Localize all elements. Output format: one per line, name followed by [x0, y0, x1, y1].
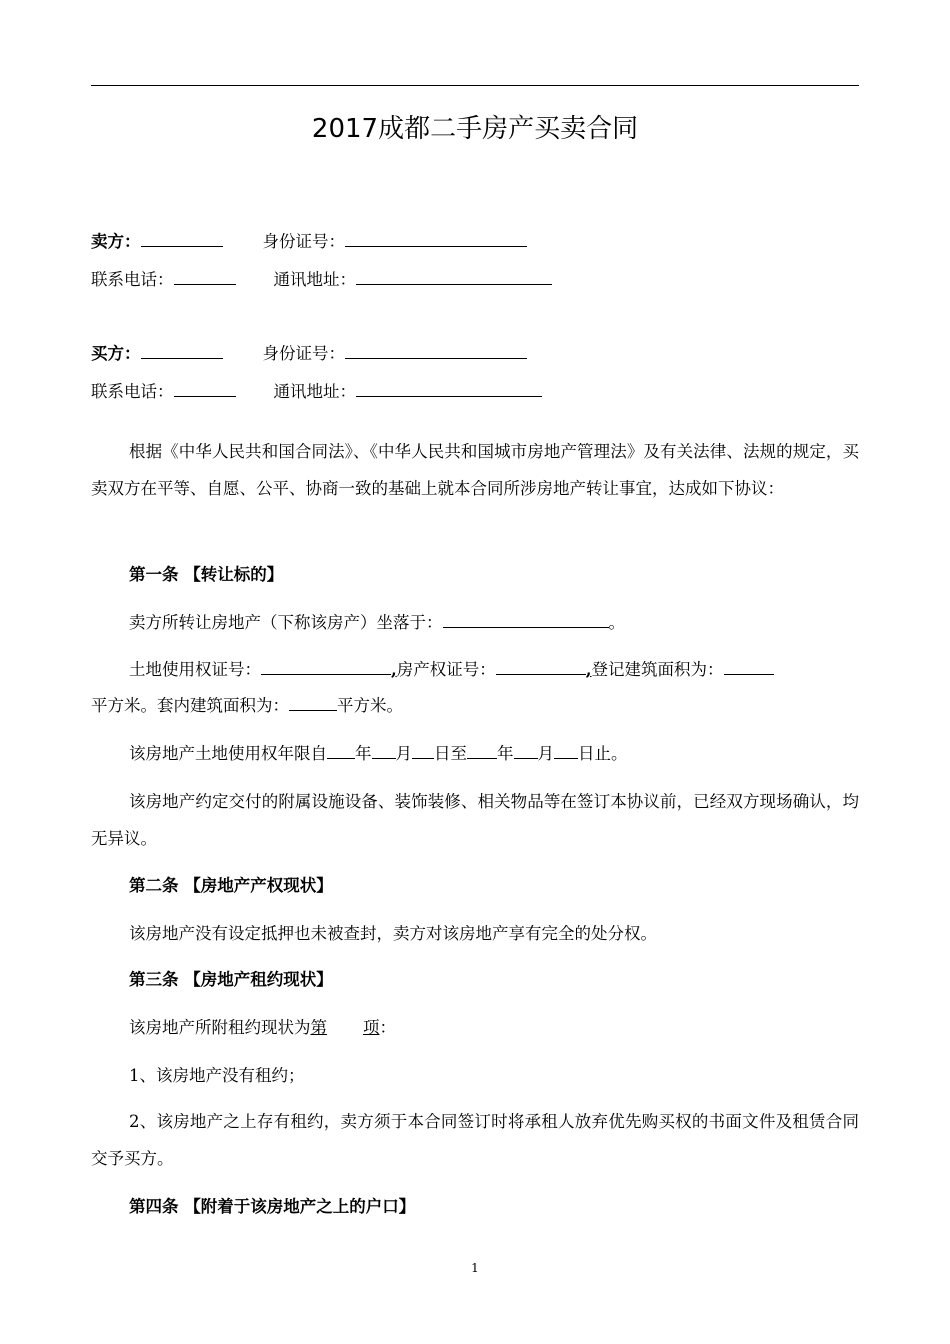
- year-label-2: 年: [497, 744, 514, 763]
- page-title: 2017成都二手房产买卖合同: [311, 114, 639, 144]
- intro-paragraph: 根据《中华人民共和国合同法》、《中华人民共和国城市房地产管理法》及有关法律、法规的规定，买卖双方在平等、自愿、公平、协商一致的基础上就本合同所涉房地产转让事宜，达成如下协议：: [91, 442, 859, 498]
- inner-area-label: 平方米。套内建筑面积为：: [91, 696, 289, 715]
- seller-addr-blank[interactable]: [356, 268, 552, 285]
- inner-area-blank[interactable]: [289, 694, 337, 711]
- year-label: 年: [355, 744, 372, 763]
- buyer-name-blank[interactable]: [141, 342, 223, 359]
- land-cert-label: 土地使用权证号：: [129, 660, 261, 679]
- seller-line-1: [91, 230, 527, 254]
- house-cert-label: 房产权证号：: [396, 660, 496, 679]
- comma-1: ,: [391, 660, 397, 679]
- month-label-2: 月: [537, 744, 554, 763]
- end-month-blank[interactable]: [514, 742, 538, 759]
- land-cert-blank[interactable]: [261, 658, 391, 675]
- buyer-phone-label: 联系电话：: [91, 382, 174, 401]
- term-label: 该房地产土地使用权年限自: [129, 744, 327, 763]
- article-1-certs: [129, 658, 774, 682]
- article-4-heading: 第四条 【附着于该房地产之上的户口】: [129, 1197, 416, 1216]
- day-to-label: 日至: [434, 744, 467, 763]
- article-2-heading: 第二条 【房地产产权现状】: [129, 876, 333, 895]
- location-label: 卖方所转让房地产（下称该房产）坐落于：: [129, 613, 443, 632]
- buyer-addr-label: 通讯地址：: [273, 382, 356, 401]
- start-day-blank[interactable]: [412, 742, 434, 759]
- article-1-heading: 第一条 【转让标的】: [129, 565, 284, 584]
- seller-name-blank[interactable]: [141, 230, 223, 247]
- article-3-status: 该房地产所附租约现状为第 项：: [129, 1018, 396, 1037]
- article-3-heading: 第三条 【房地产租约现状】: [129, 970, 333, 989]
- seller-id-blank[interactable]: [345, 230, 527, 247]
- seller-addr-label: 通讯地址：: [273, 270, 356, 289]
- seller-phone-label: 联系电话：: [91, 270, 174, 289]
- article-2-text: 该房地产没有设定抵押也未被查封，卖方对该房地产享有完全的处分权。: [129, 924, 657, 943]
- buyer-id-blank[interactable]: [345, 342, 527, 359]
- seller-id-label: 身份证号：: [262, 232, 345, 251]
- article-1-location: [129, 611, 625, 635]
- article-1-fixtures: 该房地产约定交付的附属设施设备、装饰装修、相关物品等在签订本协议前，已经双方现场确认，均无异议。: [91, 792, 859, 848]
- article-3-item-2: 2、该房地产之上存有租约，卖方须于本合同签订时将承租人放弃优先购买权的书面文件及租赁合同交予买方。: [91, 1112, 859, 1168]
- lease-item-field[interactable]: 第 项: [310, 1018, 380, 1037]
- end-day-blank[interactable]: [554, 742, 578, 759]
- lease-status-label: 该房地产所附租约现状为: [129, 1018, 311, 1037]
- house-cert-blank[interactable]: [496, 658, 586, 675]
- article-1-term: [129, 742, 628, 766]
- buyer-line-1: [91, 342, 527, 366]
- start-year-blank[interactable]: [327, 742, 355, 759]
- end-year-blank[interactable]: [467, 742, 497, 759]
- month-label: 月: [395, 744, 412, 763]
- article-3-item-1: 1、该房地产没有租约；: [129, 1066, 305, 1085]
- area-label: 登记建筑面积为：: [591, 660, 724, 679]
- page-number: 1: [471, 1261, 479, 1275]
- seller-label: 卖方：: [91, 232, 141, 251]
- buyer-line-2: [91, 380, 542, 404]
- buyer-label: 买方：: [91, 344, 141, 363]
- buyer-id-label: 身份证号：: [262, 344, 345, 363]
- day-end-label: 日止。: [578, 744, 628, 763]
- location-end: 。: [608, 613, 625, 632]
- comma-2: ,: [585, 660, 592, 679]
- seller-line-2: [91, 268, 552, 292]
- header-rule: [91, 85, 859, 86]
- buyer-addr-blank[interactable]: [356, 380, 542, 397]
- location-blank[interactable]: [443, 611, 609, 628]
- buyer-phone-blank[interactable]: [174, 380, 236, 397]
- seller-phone-blank[interactable]: [174, 268, 236, 285]
- article-1-inner-area: [91, 694, 403, 718]
- area-blank[interactable]: [724, 658, 774, 675]
- inner-area-unit: 平方米。: [337, 696, 403, 715]
- start-month-blank[interactable]: [372, 742, 396, 759]
